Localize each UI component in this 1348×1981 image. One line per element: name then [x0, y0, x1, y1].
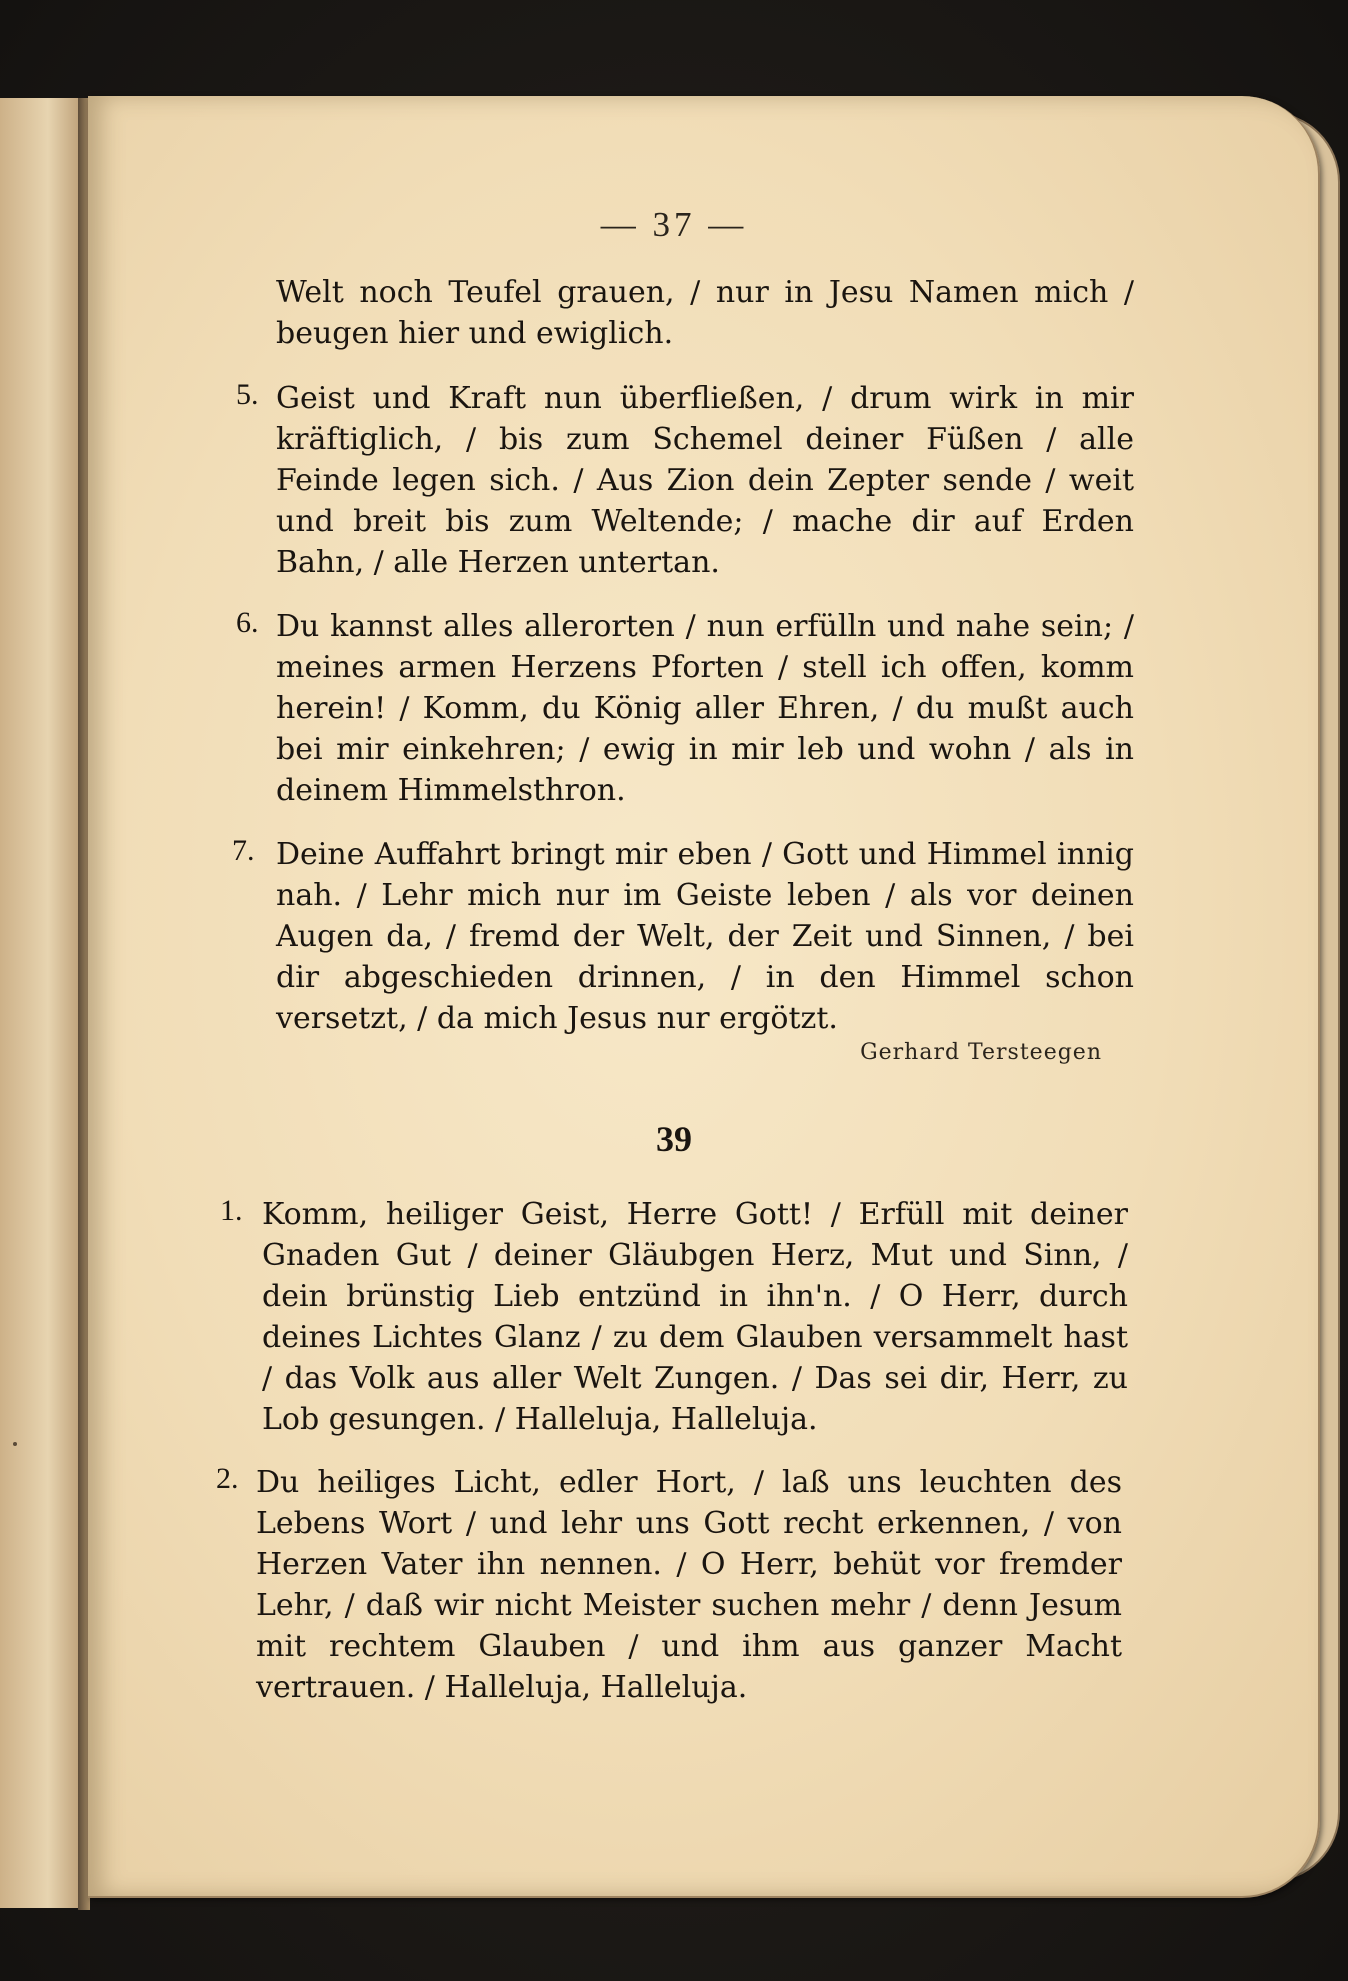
- verse-text: Deine Auffahrt bringt mir eben / Gott und Himmel innig nah. / Lehr mich nur im Geiste leben / als vor deinen Augen da, / fremd der Welt, der Zeit und Sinnen, / bei dir abgeschieden drinnen, / in den Himmel schon versetzt, / da mich Jesus nur ergötzt.: [276, 837, 1134, 1036]
- verse-text: Du kannst alles allerorten / nun erfülln und nahe sein; / meines armen Herzens Pforten / stell ich offen, komm herein! / Komm, du König aller Ehren, / du mußt auch bei mir einkehren; / ewig in mir leb und wohn / als in deinem Himmelsthron.: [276, 609, 1134, 808]
- continuation-text: Welt noch Teufel grauen, / nur in Jesu Namen mich / beugen hier und ewiglich.: [276, 275, 1134, 351]
- verse-number: 1.: [220, 1194, 243, 1227]
- verse-text: Du heiliges Licht, edler Hort, / laß uns leuchten des Lebens Wort / und lehr uns Gott recht erkennen, / von Herzen Vater ihn nennen. / O Herr, behüt vor fremder Lehr, / daß wir nicht Meister suchen mehr / denn Jesum mit rechtem Glauben / und ihm aus ganzer Macht vertrauen. / Halleluja, Halleluja.: [256, 1465, 1122, 1705]
- hymn-number: 39: [656, 1119, 692, 1159]
- verse-text: Komm, heiliger Geist, Herre Gott! / Erfüll mit deiner Gnaden Gut / deiner Gläubgen Herz, Mut und Sinn, / dein brünstig Lieb entzünd in ihn'n. / O Herr, durch deines Lichtes Glanz / zu dem Glauben versammelt hast / das Volk aus aller Welt Zungen. / Das sei dir, Herr, zu Lob gesungen. / Halleluja, Halleluja.: [262, 1197, 1128, 1437]
- verse-number: 2.: [216, 1462, 239, 1495]
- verse-number: 6.: [236, 606, 259, 639]
- verse-number: 5.: [236, 378, 259, 411]
- previous-page-edge: [0, 98, 82, 1908]
- page-number: — 37 —: [600, 205, 748, 244]
- verse-number: 7.: [232, 834, 255, 867]
- verse-text: Geist und Kraft nun überfließen, / drum wirk in mir kräftiglich, / bis zum Schemel deiner Füßen / alle Feinde legen sich. / Aus Zion dein Zepter sende / weit und breit bis zum Weltende; / mache dir auf Erden Bahn, / alle Herzen untertan.: [276, 381, 1134, 580]
- author-credit: Gerhard Tersteegen: [860, 1040, 1102, 1065]
- speck: [13, 1442, 17, 1446]
